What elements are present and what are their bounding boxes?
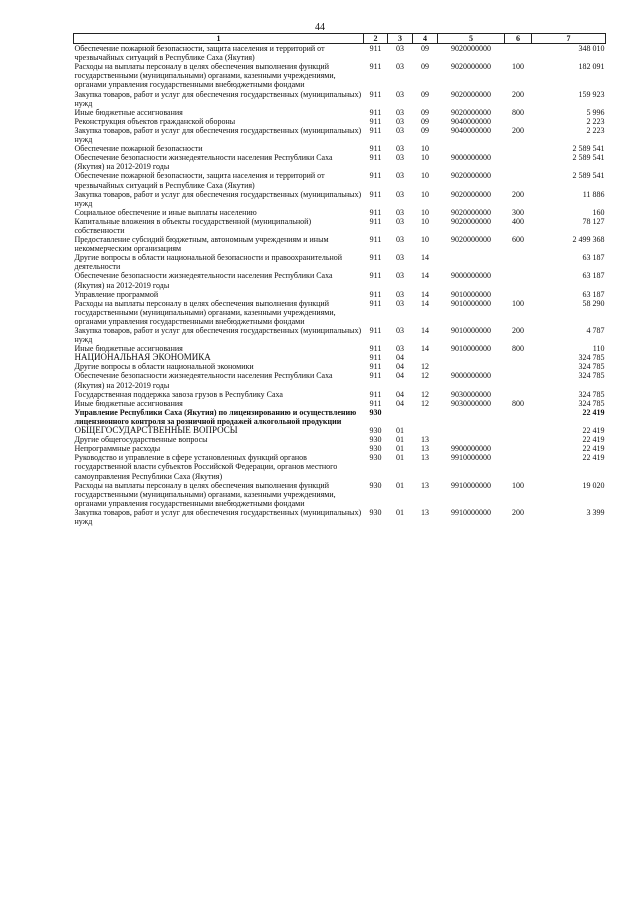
admin-code-cell: 911	[369, 62, 382, 72]
expense-type-cell: 100	[512, 62, 524, 72]
table-row	[74, 435, 606, 444]
amount-cell: 2 589 541	[572, 153, 605, 163]
expense-type-cell: 200	[512, 89, 524, 99]
amount-cell: 5 996	[586, 107, 605, 117]
subsection-code-cell: 10	[421, 153, 429, 163]
row-name-cell: Государственная поддержка завоза грузов в Республику Саха	[74, 389, 283, 399]
table-row	[74, 326, 606, 344]
admin-code-cell: 911	[369, 153, 382, 163]
subsection-code-cell: 12	[421, 371, 429, 381]
column-header: 6	[505, 34, 532, 44]
section-code-cell: 04	[396, 353, 404, 363]
amount-cell: 110	[592, 344, 605, 354]
admin-code-cell: 930	[369, 435, 382, 445]
section-code-cell: 04	[396, 362, 404, 372]
column-header: 3	[388, 34, 413, 44]
table-row	[74, 126, 606, 144]
target-article-cell: 9000000000	[451, 153, 491, 163]
admin-code-cell: 911	[369, 116, 382, 126]
amount-cell: 182 091	[578, 62, 605, 72]
expense-type-cell	[505, 453, 532, 480]
admin-code-cell: 911	[369, 89, 382, 99]
table-header-row	[74, 34, 606, 44]
section-code-cell: 04	[396, 398, 404, 408]
table-row	[74, 290, 606, 299]
amount-cell: 11 886	[582, 189, 605, 199]
subsection-code-cell: 09	[421, 62, 429, 72]
subsection-code-cell: 09	[421, 116, 429, 126]
section-code-cell: 03	[396, 171, 404, 181]
row-name-cell: Закупка товаров, работ и услуг для обеспечения государственных (муниципальных) нужд	[74, 189, 362, 208]
expense-type-cell: 800	[512, 398, 524, 408]
amount-cell: 324 785	[578, 353, 605, 363]
row-name-cell: НАЦИОНАЛЬНАЯ ЭКОНОМИКА	[74, 352, 211, 363]
table-row	[74, 390, 606, 399]
table-row	[74, 508, 606, 526]
subsection-code-cell: 13	[421, 507, 429, 517]
row-name-cell: Закупка товаров, работ и услуг для обеспечения государственных (муниципальных) нужд	[74, 89, 362, 108]
target-article-cell: 9020000000	[451, 216, 491, 226]
admin-code-cell: 911	[369, 107, 382, 117]
row-name-cell: Предоставление субсидий бюджетным, автономным учреждениям и иным некоммерческим организациям	[74, 235, 329, 254]
section-code-cell: 03	[396, 235, 404, 245]
expense-type-cell: 400	[512, 216, 524, 226]
column-header: 1	[74, 34, 364, 44]
amount-cell: 22 419	[582, 453, 605, 463]
subsection-code-cell: 13	[421, 444, 429, 454]
target-article-cell: 9040000000	[451, 116, 491, 126]
section-code-cell: 01	[396, 507, 404, 517]
section-code-cell: 01	[396, 480, 404, 490]
target-article-cell: 9020000000	[451, 89, 491, 99]
expense-type-cell: 100	[512, 480, 524, 490]
section-code-cell: 03	[396, 207, 404, 217]
expense-type-cell	[505, 253, 532, 271]
expense-type-cell: 200	[512, 189, 524, 199]
target-article-cell: 9020000000	[451, 44, 491, 54]
target-article-cell	[438, 362, 505, 371]
section-code-cell: 03	[396, 144, 404, 154]
subsection-code-cell: 10	[421, 189, 429, 199]
row-name-cell: Иные бюджетные ассигнования	[74, 344, 183, 354]
section-code-cell: 01	[396, 426, 404, 436]
target-article-cell: 9910000000	[451, 507, 491, 517]
target-article-cell	[438, 426, 505, 435]
admin-code-cell: 911	[369, 44, 382, 54]
row-name-cell: Расходы на выплаты персоналу в целях обеспечения выполнения функций государственными (муниципальными) органами, казенными учреждениями, органами управления государственными внебюджетными фондами	[74, 62, 336, 90]
expense-type-cell	[505, 353, 532, 362]
target-article-cell: 9000000000	[451, 371, 491, 381]
amount-cell: 22 419	[582, 435, 605, 445]
table-row	[74, 371, 606, 389]
amount-cell: 19 020	[582, 480, 605, 490]
expense-type-cell	[505, 408, 532, 426]
section-code-cell: 03	[396, 216, 404, 226]
target-article-cell: 9010000000	[451, 326, 491, 335]
section-code-cell: 04	[396, 389, 404, 399]
subsection-code-cell: 14	[421, 253, 429, 263]
table-row	[74, 62, 606, 89]
subsection-code-cell: 09	[421, 89, 429, 99]
amount-cell: 2 589 541	[572, 171, 605, 181]
subsection-code-cell	[413, 353, 438, 362]
section-code-cell: 03	[396, 116, 404, 126]
row-name-cell: Закупка товаров, работ и услуг для обеспечения государственных (муниципальных) нужд	[74, 125, 362, 145]
table-row	[74, 271, 606, 289]
target-article-cell: 9020000000	[451, 107, 491, 117]
amount-cell: 58 290	[582, 298, 605, 308]
row-name-cell: Иные бюджетные ассигнования	[74, 107, 183, 117]
admin-code-cell: 911	[369, 235, 382, 245]
target-article-cell: 9010000000	[451, 289, 491, 299]
table-row	[74, 117, 606, 126]
row-name-cell: Обеспечение безопасности жизнедеятельности населения Республики Саха (Якутия) на 2012-2019 годы	[74, 371, 333, 390]
amount-cell: 22 419	[582, 444, 605, 454]
table-row	[74, 253, 606, 271]
target-article-cell: 9020000000	[451, 62, 491, 72]
admin-code-cell: 930	[369, 444, 382, 454]
expense-type-cell	[505, 153, 532, 171]
amount-cell: 63 187	[582, 271, 605, 281]
admin-code-cell: 911	[369, 253, 382, 263]
section-code-cell: 03	[396, 189, 404, 199]
row-name-cell: Расходы на выплаты персоналу в целях обеспечения выполнения функций государственными (муниципальными) органами, казенными учреждениями, органами управления государственными внебюджетными фондами	[74, 480, 336, 508]
table-row	[74, 217, 606, 235]
section-code-cell	[388, 408, 413, 426]
amount-cell: 63 187	[582, 253, 605, 263]
target-article-cell: 9900000000	[451, 444, 491, 454]
admin-code-cell: 930	[369, 507, 382, 517]
admin-code-cell: 911	[369, 371, 382, 381]
section-code-cell: 01	[396, 444, 404, 454]
expense-type-cell	[505, 171, 532, 189]
subsection-code-cell: 10	[421, 216, 429, 226]
amount-cell: 4 787	[586, 326, 605, 335]
row-name-cell: Расходы на выплаты персоналу в целях обеспечения выполнения функций государственными (муниципальными) органами, казенными учреждениями, органами управления государственными внебюджетными фондами	[74, 298, 336, 326]
amount-cell: 2 223	[586, 125, 605, 135]
admin-code-cell: 911	[369, 171, 382, 181]
row-name-cell: Реконструкция объектов гражданской обороны	[74, 116, 236, 126]
amount-cell: 159 923	[578, 89, 605, 99]
admin-code-cell: 930	[369, 453, 382, 463]
table-row	[74, 362, 606, 371]
table-row	[74, 208, 606, 217]
expense-type-cell: 100	[512, 298, 524, 308]
column-header: 7	[532, 34, 606, 44]
expense-type-cell: 800	[512, 344, 524, 354]
target-article-cell: 9020000000	[451, 235, 491, 245]
amount-cell: 324 785	[578, 371, 605, 381]
row-name-cell: Непрограммные расходы	[74, 444, 161, 454]
subsection-code-cell: 14	[421, 326, 429, 335]
target-article-cell: 9010000000	[451, 344, 491, 354]
table-row	[74, 399, 606, 408]
admin-code-cell: 911	[369, 353, 382, 363]
expense-type-cell: 200	[512, 507, 524, 517]
target-article-cell	[438, 408, 505, 426]
table-row	[74, 108, 606, 117]
amount-cell: 324 785	[578, 389, 605, 399]
row-name-cell: Обеспечение пожарной безопасности, защита населения и территорий от чрезвычайных ситуаций в Республике Саха (Якутия)	[74, 44, 325, 63]
table-row	[74, 481, 606, 508]
admin-code-cell: 930	[369, 426, 382, 436]
expense-type-cell: 200	[512, 326, 524, 335]
section-code-cell: 04	[396, 371, 404, 381]
amount-cell: 2 499 368	[572, 235, 605, 245]
admin-code-cell: 930	[369, 480, 382, 490]
table-row	[74, 299, 606, 326]
admin-code-cell: 911	[369, 125, 382, 135]
subsection-code-cell: 09	[421, 107, 429, 117]
subsection-code-cell: 14	[421, 344, 429, 354]
expense-type-cell	[505, 435, 532, 444]
table-row	[74, 453, 606, 480]
section-code-cell: 03	[396, 289, 404, 299]
amount-cell: 3 399	[586, 507, 605, 517]
target-article-cell: 9020000000	[451, 207, 491, 217]
subsection-code-cell: 10	[421, 235, 429, 245]
subsection-code-cell	[413, 426, 438, 435]
admin-code-cell: 911	[369, 216, 382, 226]
target-article-cell: 9910000000	[451, 480, 491, 490]
column-header: 4	[413, 34, 438, 44]
table-row	[74, 190, 606, 208]
section-code-cell: 03	[396, 89, 404, 99]
expense-type-cell: 300	[512, 207, 524, 217]
admin-code-cell: 911	[369, 326, 382, 335]
subsection-code-cell: 14	[421, 298, 429, 308]
row-name-cell: Закупка товаров, работ и услуг для обеспечения государственных (муниципальных) нужд	[74, 507, 362, 526]
table-row	[74, 353, 606, 362]
table-row	[74, 44, 606, 63]
amount-cell: 63 187	[582, 289, 605, 299]
subsection-code-cell: 12	[421, 398, 429, 408]
subsection-code-cell: 12	[421, 389, 429, 399]
row-name-cell: Обеспечение безопасности жизнедеятельности населения Республики Саха (Якутия) на 2012-2019 годы	[74, 271, 333, 290]
expense-type-cell	[505, 44, 532, 63]
expense-type-cell	[505, 444, 532, 453]
section-code-cell: 03	[396, 44, 404, 54]
target-article-cell: 9010000000	[451, 298, 491, 308]
expense-type-cell	[505, 362, 532, 371]
target-article-cell: 9020000000	[451, 171, 491, 181]
subsection-code-cell: 13	[421, 435, 429, 445]
row-name-cell: Обеспечение безопасности жизнедеятельности населения Республики Саха (Якутия) на 2012-2019 годы	[74, 153, 333, 172]
expense-type-cell	[505, 271, 532, 289]
subsection-code-cell: 14	[421, 271, 429, 281]
subsection-code-cell: 09	[421, 125, 429, 135]
admin-code-cell: 930	[369, 407, 382, 417]
admin-code-cell: 911	[369, 298, 382, 308]
section-code-cell: 03	[396, 271, 404, 281]
amount-cell: 2 223	[586, 116, 605, 126]
expense-type-cell	[505, 426, 532, 435]
table-body	[74, 44, 606, 526]
expense-type-cell: 800	[512, 107, 524, 117]
row-name-cell: Капитальные вложения в объекты государственной (муниципальной) собственности	[74, 216, 312, 235]
table-row	[74, 426, 606, 435]
page-number: 44	[315, 22, 325, 33]
subsection-code-cell: 13	[421, 453, 429, 463]
column-header: 2	[364, 34, 388, 44]
expense-type-cell: 200	[512, 125, 524, 135]
admin-code-cell: 911	[369, 398, 382, 408]
amount-cell: 22 419	[582, 426, 605, 436]
subsection-code-cell: 10	[421, 207, 429, 217]
expense-type-cell	[505, 144, 532, 153]
amount-cell: 22 419	[582, 407, 605, 417]
section-code-cell: 03	[396, 326, 404, 335]
row-name-cell: Руководство и управление в сфере установленных функций органов государственной власти субъектов Российской Федерации, органов местного самоуправления Республики Саха (Якутия)	[74, 453, 338, 481]
amount-cell: 324 785	[578, 362, 605, 372]
admin-code-cell: 911	[369, 362, 382, 372]
amount-cell: 324 785	[578, 398, 605, 408]
table-row	[74, 408, 606, 426]
subsection-code-cell: 14	[421, 289, 429, 299]
target-article-cell: 9910000000	[451, 453, 491, 463]
subsection-code-cell: 12	[421, 362, 429, 372]
amount-cell: 160	[592, 207, 605, 217]
subsection-code-cell: 09	[421, 44, 429, 54]
subsection-code-cell: 10	[421, 144, 429, 154]
section-code-cell: 03	[396, 125, 404, 135]
table-row	[74, 171, 606, 189]
row-name-cell: Управление программой	[74, 289, 159, 299]
row-name-cell: Управление Республики Саха (Якутия) по лицензированию и осуществлению лицензионного контроля за розничной продажей алкогольной продукции	[74, 407, 357, 426]
row-name-cell: Другие общегосударственные вопросы	[74, 435, 208, 445]
table-row	[74, 235, 606, 253]
row-name-cell: Социальное обеспечение и иные выплаты населению	[74, 207, 257, 217]
section-code-cell: 03	[396, 344, 404, 354]
row-name-cell: Закупка товаров, работ и услуг для обеспечения государственных (муниципальных) нужд	[74, 326, 362, 345]
row-name-cell: Иные бюджетные ассигнования	[74, 398, 183, 408]
row-name-cell: Обеспечение пожарной безопасности	[74, 144, 203, 154]
admin-code-cell: 911	[369, 389, 382, 399]
target-article-cell	[438, 144, 505, 153]
section-code-cell: 03	[396, 107, 404, 117]
target-article-cell	[438, 353, 505, 362]
admin-code-cell: 911	[369, 144, 382, 154]
expense-type-cell	[505, 290, 532, 299]
expense-type-cell	[505, 117, 532, 126]
row-name-cell: ОБЩЕГОСУДАРСТВЕННЫЕ ВОПРОСЫ	[74, 425, 238, 436]
target-article-cell: 9040000000	[451, 125, 491, 135]
column-header: 5	[438, 34, 505, 44]
section-code-cell: 01	[396, 435, 404, 445]
subsection-code-cell: 10	[421, 171, 429, 181]
table-row	[74, 144, 606, 153]
target-article-cell: 9020000000	[451, 189, 491, 199]
admin-code-cell: 911	[369, 289, 382, 299]
table-row	[74, 444, 606, 453]
expense-type-cell: 600	[512, 235, 524, 245]
amount-cell: 2 589 541	[572, 144, 605, 154]
row-name-cell: Обеспечение пожарной безопасности, защита населения и территорий от чрезвычайных ситуаций в Республике Саха (Якутия)	[74, 171, 325, 190]
target-article-cell	[438, 435, 505, 444]
table-row	[74, 90, 606, 108]
target-article-cell	[438, 253, 505, 271]
table-row	[74, 153, 606, 171]
section-code-cell: 03	[396, 153, 404, 163]
section-code-cell: 03	[396, 298, 404, 308]
subsection-code-cell	[413, 408, 438, 426]
admin-code-cell: 911	[369, 271, 382, 281]
amount-cell: 348 010	[578, 44, 605, 54]
expense-type-cell	[505, 390, 532, 399]
target-article-cell: 9030000000	[451, 389, 491, 399]
section-code-cell: 03	[396, 253, 404, 263]
target-article-cell: 9000000000	[451, 271, 491, 281]
amount-cell: 78 127	[582, 216, 605, 226]
target-article-cell: 9030000000	[451, 398, 491, 408]
row-name-cell: Другие вопросы в области национальной безопасности и правоохранительной деятельности	[74, 253, 343, 272]
expense-type-cell	[505, 371, 532, 389]
admin-code-cell: 911	[369, 344, 382, 354]
subsection-code-cell: 13	[421, 480, 429, 490]
section-code-cell: 01	[396, 453, 404, 463]
admin-code-cell: 911	[369, 189, 382, 199]
budget-table	[73, 33, 606, 526]
admin-code-cell: 911	[369, 207, 382, 217]
section-code-cell: 03	[396, 62, 404, 72]
row-name-cell: Другие вопросы в области национальной экономики	[74, 362, 254, 372]
